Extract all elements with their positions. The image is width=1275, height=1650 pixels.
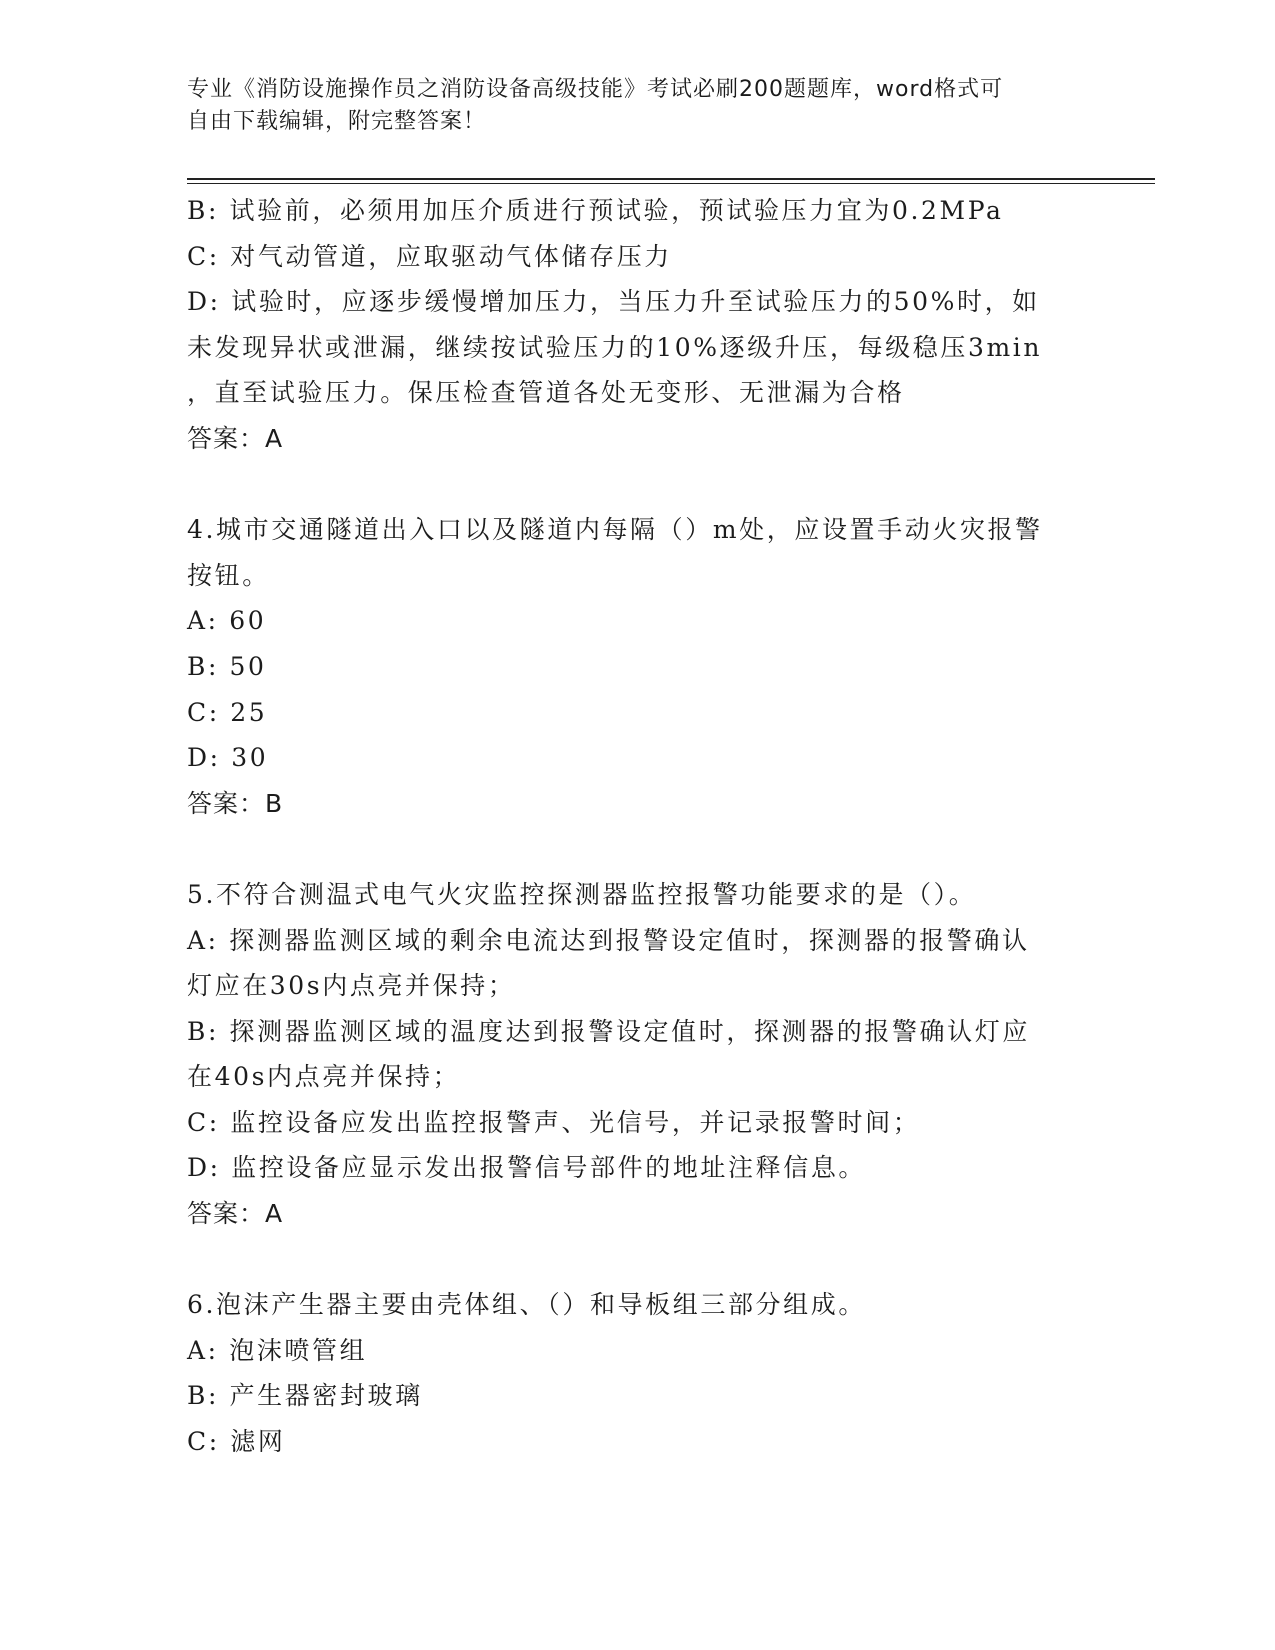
q6-option-a: A: 泡沫喷管组 <box>187 1335 368 1365</box>
question-5-block <box>187 872 1087 1237</box>
q5-answer: 答案：A <box>187 1199 284 1229</box>
question-6-block <box>187 1282 1087 1464</box>
q3-option-d-line1: D: 试验时，应逐步缓慢增加压力，当压力升至试验压力的50%时，如 <box>187 287 1040 317</box>
q5-option-b-line1: B: 探测器监测区域的温度达到报警设定值时，探测器的报警确认灯应 <box>187 1016 1030 1046</box>
q5-option-a-line2: 灯应在30s内点亮并保持； <box>187 971 516 1001</box>
q3-option-d-line3: ，直至试验压力。保压检查管道各处无变形、无泄漏为合格 <box>187 378 905 408</box>
question-3-block <box>187 188 1087 462</box>
question-content <box>187 188 1087 1465</box>
question-4-block <box>187 507 1087 826</box>
q4-option-b: B: 50 <box>187 651 267 681</box>
q6-stem: 6.泡沫产生器主要由壳体组、（）和导板组三部分组成。 <box>187 1290 866 1320</box>
document-header <box>187 74 1087 138</box>
q5-option-a-line1: A: 探测器监测区域的剩余电流达到报警设定值时，探测器的报警确认 <box>187 925 1030 955</box>
header-divider <box>187 178 1155 184</box>
q4-stem-line2: 按钮。 <box>187 560 270 590</box>
q6-option-b: B: 产生器密封玻璃 <box>187 1381 423 1411</box>
q3-option-b: B: 试验前，必须用加压介质进行预试验，预试验压力宜为0.2MPa <box>187 196 1004 225</box>
header-line-2: 自由下载编辑，附完整答案！ <box>187 109 487 134</box>
header-line-1: 专业《消防设施操作员之消防设备高级技能》考试必刷200题题库，word格式可 <box>187 77 1004 102</box>
q5-option-d: D: 监控设备应显示发出报警信号部件的地址注释信息。 <box>187 1153 867 1183</box>
q5-option-c: C: 监控设备应发出监控报警声、光信号，并记录报警时间； <box>187 1107 921 1137</box>
q5-option-b-line2: 在40s内点亮并保持； <box>187 1062 461 1092</box>
q3-answer: 答案：A <box>187 423 284 453</box>
q4-option-d: D: 30 <box>187 743 269 773</box>
q6-option-c: C: 滤网 <box>187 1427 286 1457</box>
spacer <box>187 1237 1087 1283</box>
spacer <box>187 826 1087 872</box>
q4-option-c: C: 25 <box>187 697 268 727</box>
q4-stem-line1: 4.城市交通隧道出入口以及隧道内每隔（）m处，应设置手动火灾报警 <box>187 515 1043 545</box>
q3-option-c: C: 对气动管道，应取驱动气体储存压力 <box>187 241 672 271</box>
q3-option-d-line2: 未发现异状或泄漏，继续按试验压力的10%逐级升压，每级稳压3min <box>187 332 1043 362</box>
q4-option-a: A: 60 <box>187 606 267 636</box>
q5-stem: 5.不符合测温式电气火灾监控探测器监控报警功能要求的是（）。 <box>187 879 977 909</box>
q4-answer: 答案：B <box>187 788 284 818</box>
spacer <box>187 462 1087 508</box>
